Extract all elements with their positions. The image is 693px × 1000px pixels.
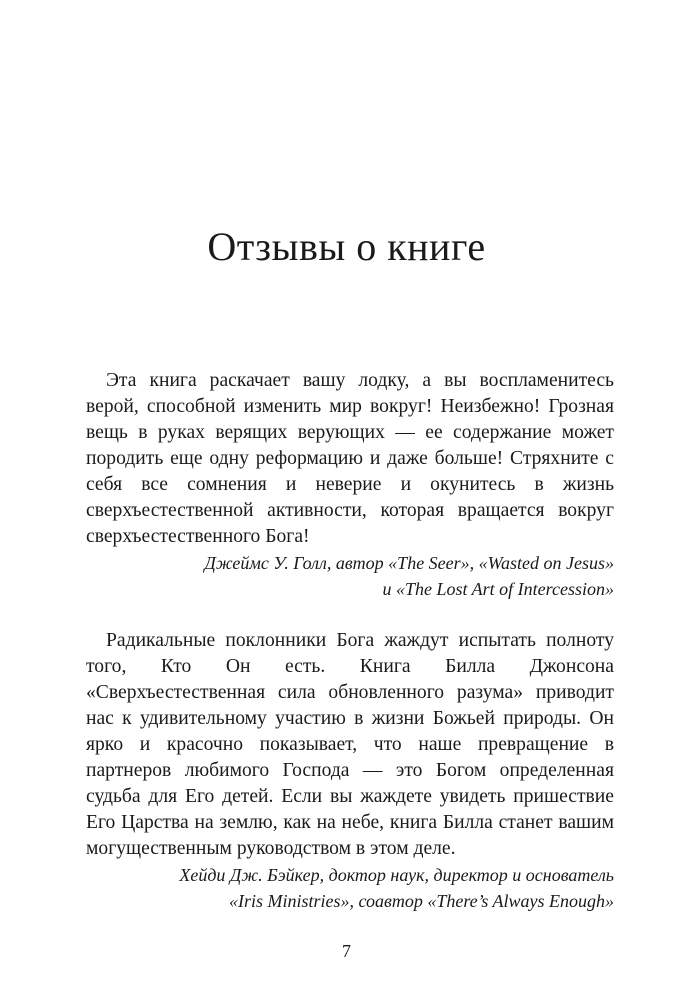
review-attribution-continued: «Iris Ministries», соавтор «There’s Always Enough» xyxy=(228,891,614,911)
review-attribution-continued: и «The Lost Art of Intercession» xyxy=(382,579,614,599)
review-text: Эта книга раскачает вашу лодку, а вы воспламенитесь верой, способной изменить мир вокруг! Неизбежно! Грозная вещь в руках верящих верующих — ее содержание может породить еще одну реформацию и даже больше! Стряхните с себя все сомнения и неверие и окунитесь в жизнь сверхъестественной активности, которая вращается вокруг сверхъестественного Бога! xyxy=(86,370,614,547)
review-1 xyxy=(86,368,614,602)
review-attribution: Хейди Дж. Бэйкер, доктор наук, директор и основатель xyxy=(179,865,614,885)
page-number: 7 xyxy=(342,941,351,961)
page-title: Отзывы о книге xyxy=(207,223,486,269)
review-attribution: Джеймс У. Голл, автор «The Seer», «Wasted on Jesus» xyxy=(204,553,614,573)
review-2 xyxy=(86,628,614,914)
review-text: Радикальные поклонники Бога жаждут испытать полноту того, Кто Он есть. Книга Билла Джонсона «Сверхъестественная сила обновленного разума» приводит нас к удивительному участию в жизни Божьей природы. Он ярко и красочно показывает, что наше превращение в партнеров любимого Господа — это Богом определенная судьба для Его детей. Если вы жаждете увидеть пришествие Его Царства на землю, как на небе, книга Билла станет вашим могущественным руководством в этом деле. xyxy=(86,630,614,859)
